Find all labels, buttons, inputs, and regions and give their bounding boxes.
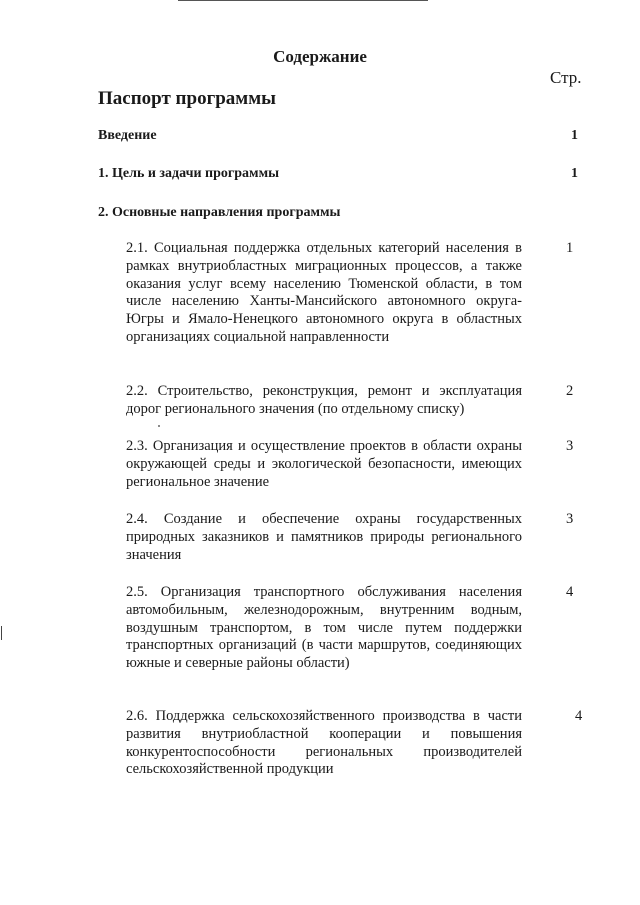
toc-entry-page: 1 (571, 166, 578, 181)
toc-subentry-page: 3 (566, 438, 574, 454)
toc-subentry-page: 4 (575, 708, 583, 724)
top-edge-line (178, 0, 428, 1)
toc-subentry-page: 1 (566, 240, 574, 256)
toc-entry-label: Введение (98, 128, 157, 143)
toc-subentry-2-4: 2.4. Создание и обеспечение охраны государственных природных заказников и памятников природы регионального значения (126, 511, 522, 563)
toc-entry-page: 1 (571, 128, 578, 143)
page-title: Содержание (273, 47, 367, 66)
toc-subentry-2-1: 2.1. Социальная поддержка отдельных категорий населения в рамках внутриобластных миграционных процессов, а также оказания услуг всему населению Тюменской области, в том числе населению Ханты-Мансийского автономного округа-Югры и Ямало-Ненецкого автономного округа в областных организациях социальной направленности (126, 240, 522, 345)
toc-entry-introduction (98, 128, 578, 144)
toc-entry-label: 2. Основные направления программы (98, 205, 341, 220)
toc-subentry-2-5: 2.5. Организация транспортного обслуживания населения автомобильным, железнодорожным, внутренним водным, воздушным транспортом, в том числе путем поддержки транспортных организаций (в части маршрутов, соединяющих южные и северные районы области) (126, 584, 522, 672)
toc-entry-directions (98, 205, 578, 221)
toc-subentry-2-3: 2.3. Организация и осуществление проектов в области охраны окружающей среды и экологической безопасности, имеющих региональное значение (126, 438, 522, 490)
page-column-label: Стр. (550, 68, 582, 87)
toc-subentry-page: 3 (566, 511, 574, 527)
scan-edge-mark (1, 626, 2, 640)
passport-heading: Паспорт программы (98, 88, 276, 109)
toc-entry-goals (98, 166, 578, 182)
toc-subentry-page: 4 (566, 584, 574, 600)
scan-speck (158, 425, 160, 427)
toc-subentry-2-6: 2.6. Поддержка сельскохозяйственного производства в части развития внутриобластной кооперации и повышения конкурентоспособности региональных производителей сельскохозяйственной продукции (126, 708, 522, 778)
toc-subentry-2-2: 2.2. Строительство, реконструкция, ремонт и эксплуатация дорог регионального значения (по отдельному списку) (126, 383, 522, 417)
toc-entry-label: 1. Цель и задачи программы (98, 166, 280, 181)
toc-subentry-page: 2 (566, 383, 574, 399)
